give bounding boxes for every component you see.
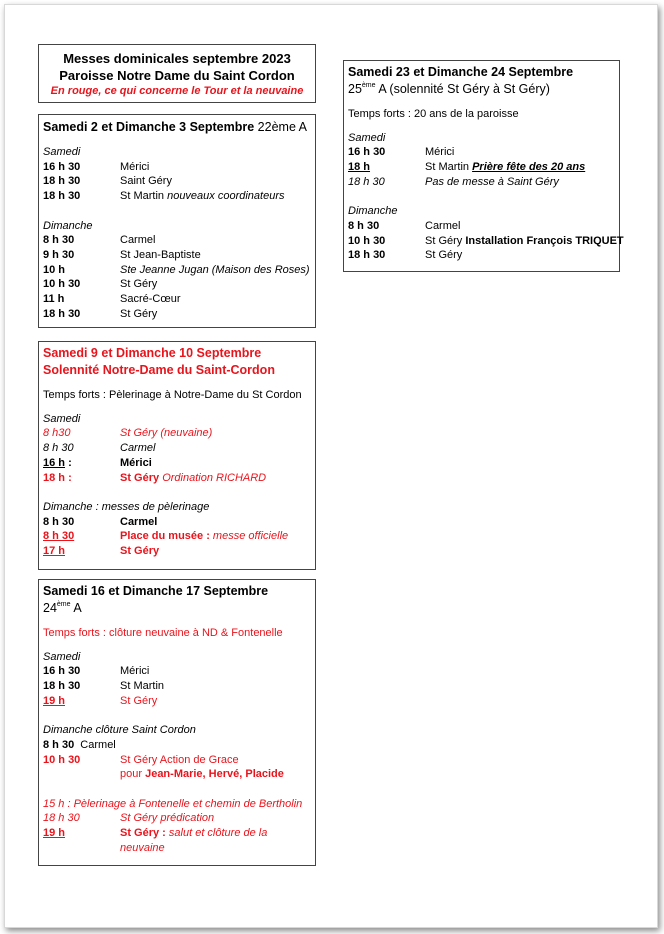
week1-dimanche-label: Dimanche bbox=[43, 219, 93, 232]
schedule-row: pour Jean-Marie, Hervé, Placide bbox=[120, 768, 284, 781]
schedule-row: 18 h 30 St Martin nouveaux coordinateurs bbox=[43, 190, 285, 203]
week1-title: Samedi 2 et Dimanche 3 Septembre bbox=[43, 120, 255, 134]
schedule-row: 8 h 30 Carmel bbox=[43, 234, 156, 247]
week4-title: Samedi 23 et Dimanche 24 Septembre bbox=[348, 65, 574, 79]
week3-subtitle: 24ème A bbox=[43, 601, 82, 615]
schedule-row: 8 h 30 Place du musée : messe officielle bbox=[43, 530, 289, 543]
schedule-row: 16 h 30 Mérici bbox=[348, 146, 455, 159]
week2-temps-forts: Temps forts : Pèlerinage à Notre-Dame du St Cordon bbox=[43, 389, 302, 401]
schedule-row: 10 h 30 St Géry bbox=[43, 278, 158, 291]
schedule-row: 10 h 30 St Géry Action de Grace bbox=[43, 753, 239, 766]
week4-dimanche-label: Dimanche bbox=[348, 205, 398, 218]
schedule-row: 18 h 30 Pas de messe à Saint Géry bbox=[348, 175, 559, 188]
document-title: Messes dominicales septembre 2023 bbox=[63, 51, 291, 66]
week3-dimanche-label: Dimanche clôture Saint Cordon bbox=[43, 724, 196, 737]
week2-samedi-label: Samedi bbox=[43, 412, 81, 425]
week2-dimanche-label: Dimanche : messes de pèlerinage bbox=[43, 500, 210, 513]
week4-samedi-label: Samedi bbox=[348, 131, 386, 144]
schedule-row: 18 h 30 St Géry prédication bbox=[43, 812, 215, 825]
schedule-row: 9 h 30 St Jean-Baptiste bbox=[43, 248, 201, 261]
schedule-row: 18 h 30 Saint Géry bbox=[43, 175, 172, 188]
week2-title: Samedi 9 et Dimanche 10 Septembre bbox=[43, 346, 262, 360]
schedule-row: 18 h 30 St Géry bbox=[348, 249, 463, 262]
schedule-row: 11 h Sacré-Cœur bbox=[43, 293, 181, 306]
week3-temps-forts: Temps forts : clôture neuvaine à ND & Fontenelle bbox=[43, 627, 283, 639]
week1-samedi-label: Samedi bbox=[43, 146, 81, 158]
week4-temps-forts: Temps forts : 20 ans de la paroisse bbox=[348, 108, 519, 120]
schedule-row: 8 h30 St Géry (neuvaine) bbox=[43, 427, 213, 440]
parish-name: Paroisse Notre Dame du Saint Cordon bbox=[59, 68, 295, 83]
schedule-row: 18 h 30 St Martin bbox=[43, 680, 165, 693]
schedule-row: 19 h St Géry bbox=[43, 694, 158, 707]
week2-subtitle: Solennité Notre-Dame du Saint-Cordon bbox=[43, 363, 275, 377]
week4-box bbox=[343, 60, 624, 272]
header-box bbox=[38, 44, 316, 103]
schedule-row: 10 h Ste Jeanne Jugan (Maison des Roses) bbox=[43, 263, 310, 276]
schedule-row: 8 h 30 Carmel bbox=[43, 515, 158, 528]
schedule-row: neuvaine bbox=[120, 841, 165, 854]
schedule-row: 16 h 30 Mérici bbox=[43, 665, 150, 678]
schedule-row: 18 h 30 St Géry bbox=[43, 307, 158, 320]
schedule-row: 16 h 30 Mérici bbox=[43, 160, 150, 173]
schedule-row: 19 h St Géry : salut et clôture de la bbox=[43, 827, 268, 840]
schedule-row: 10 h 30 St Géry Installation François TRIQUET bbox=[348, 234, 624, 247]
schedule-row: 8 h 30 Carmel bbox=[43, 738, 116, 751]
schedule-row: 17 h St Géry bbox=[43, 545, 160, 558]
week3-pelerinage: 15 h : Pèlerinage à Fontenelle et chemin de Bertholin bbox=[43, 797, 303, 810]
week1-box bbox=[38, 114, 316, 328]
week4-subtitle: 25ème A (solennité St Géry à St Géry) bbox=[348, 82, 550, 96]
schedule-row: 8 h 30 Carmel bbox=[348, 219, 461, 232]
week3-box bbox=[38, 579, 316, 866]
week3-title: Samedi 16 et Dimanche 17 Septembre bbox=[43, 584, 269, 598]
schedule-row: 16 h : Mérici bbox=[43, 456, 152, 469]
schedule-row: 18 h St Martin Prière fête des 20 ans bbox=[348, 161, 586, 174]
week1-suffix: 22ème A bbox=[254, 120, 308, 134]
week3-samedi-label: Samedi bbox=[43, 650, 81, 663]
schedule-row: 8 h 30 Carmel bbox=[43, 442, 156, 455]
schedule-row: 18 h : St Géry Ordination RICHARD bbox=[43, 471, 267, 484]
legend-note: En rouge, ce qui concerne le Tour et la neuvaine bbox=[50, 85, 304, 97]
week2-box bbox=[38, 341, 316, 570]
